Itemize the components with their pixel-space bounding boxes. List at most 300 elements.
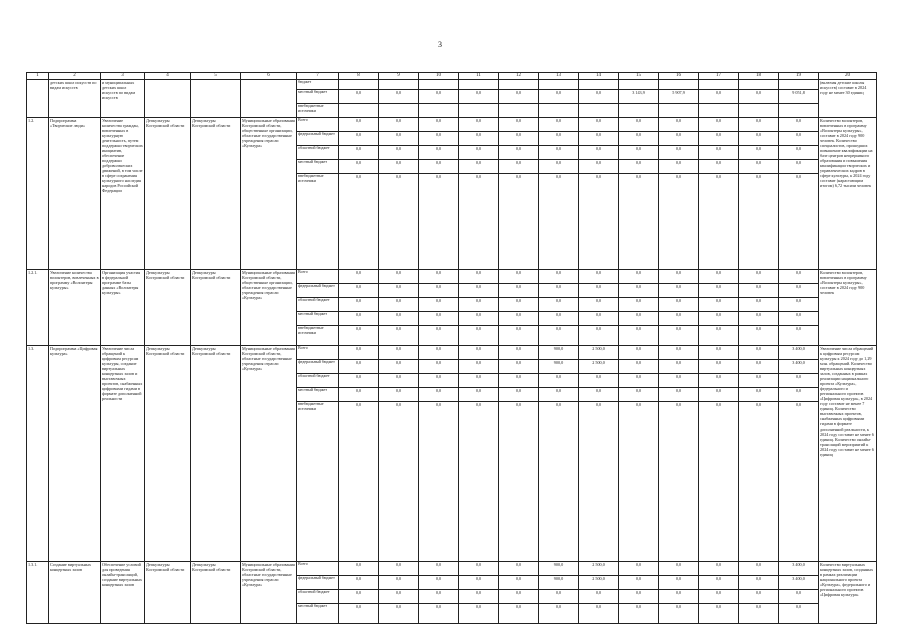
amount-cell: 0,0: [579, 374, 619, 388]
amount-cell: 0,0: [379, 388, 419, 402]
amount-cell: 0,0: [339, 312, 379, 326]
amount-cell: 0,0: [419, 374, 459, 388]
amount-cell: 0,0: [539, 118, 579, 132]
amount-cell: [499, 104, 539, 118]
amount-cell: 0,0: [339, 174, 379, 270]
amount-cell: 0,0: [579, 174, 619, 270]
amount-cell: 0,0: [499, 270, 539, 284]
amount-cell: 0,0: [419, 326, 459, 346]
amount-cell: 0,0: [699, 374, 739, 388]
amount-cell: 0,0: [339, 360, 379, 374]
amount-cell: 0,0: [779, 118, 819, 132]
funding-source: Всего: [297, 118, 339, 132]
amount-cell: 900,0: [539, 360, 579, 374]
amount-cell: 0,0: [459, 284, 499, 298]
amount-cell: 0,0: [619, 360, 659, 374]
funding-source: внебюджетные источники: [297, 174, 339, 270]
amount-cell: 0,0: [459, 312, 499, 326]
funding-source: областной бюджет: [297, 590, 339, 604]
funding-source: областной бюджет: [297, 146, 339, 160]
amount-cell: 0,0: [499, 326, 539, 346]
amount-cell: 0,0: [659, 562, 699, 576]
amount-cell: 0,0: [619, 562, 659, 576]
amount-cell: 0,0: [699, 118, 739, 132]
row-name: Подпрограмма «Цифровая культура»: [49, 346, 101, 562]
amount-cell: 0,0: [579, 312, 619, 326]
amount-cell: 0,0: [379, 298, 419, 312]
amount-cell: 0,0: [739, 562, 779, 576]
amount-cell: 0,0: [539, 312, 579, 326]
funding-source: внебюджетные источники: [297, 402, 339, 562]
amount-cell: 0,0: [579, 270, 619, 284]
row-recipient: [241, 80, 297, 118]
amount-cell: [539, 104, 579, 118]
amount-cell: 0,0: [779, 132, 819, 146]
row-executor: Депкультуры Костромской области: [145, 118, 191, 270]
amount-cell: 0,0: [499, 590, 539, 604]
column-number: 4: [145, 73, 191, 80]
amount-cell: 0,0: [579, 284, 619, 298]
amount-cell: [779, 104, 819, 118]
amount-cell: 0,0: [779, 590, 819, 604]
amount-cell: 0,0: [459, 388, 499, 402]
amount-cell: 0,0: [419, 174, 459, 270]
amount-cell: 0,0: [619, 576, 659, 590]
amount-cell: 0,0: [659, 590, 699, 604]
amount-cell: 0,0: [339, 118, 379, 132]
amount-cell: 0,0: [619, 312, 659, 326]
amount-cell: 0,0: [699, 312, 739, 326]
row-coexecutor: Депкультуры Костромской области: [191, 562, 241, 624]
amount-cell: [579, 104, 619, 118]
amount-cell: 0,0: [459, 270, 499, 284]
amount-cell: 0,0: [619, 604, 659, 624]
amount-cell: 0,0: [779, 284, 819, 298]
amount-cell: 0,0: [699, 388, 739, 402]
row-name: детских школ искусств по видам искусств: [49, 80, 101, 118]
amount-cell: 0,0: [459, 576, 499, 590]
page-number: 3: [438, 40, 442, 49]
amount-cell: 0,0: [379, 118, 419, 132]
amount-cell: 0,0: [459, 590, 499, 604]
amount-cell: 0,0: [739, 604, 779, 624]
amount-cell: 0,0: [579, 326, 619, 346]
row-code: [27, 80, 49, 118]
row-task: Увеличение числа обращений к цифровым ресурсам культуры, создание виртуальных концертных залов и выставочных проектов, снабженных цифровыми гидами в формате дополненной реальности: [101, 346, 145, 562]
amount-cell: 0,0: [699, 160, 739, 174]
amount-cell: 0,0: [659, 576, 699, 590]
row-executor: Депкультуры Костромской области: [145, 270, 191, 346]
program-table: [26, 72, 877, 624]
table-row: [27, 270, 877, 284]
amount-cell: [619, 80, 659, 90]
amount-cell: 2 500,0: [579, 576, 619, 590]
amount-cell: 0,0: [779, 604, 819, 624]
amount-cell: 0,0: [339, 326, 379, 346]
row-coexecutor: [191, 80, 241, 118]
column-number: 11: [459, 73, 499, 80]
amount-cell: 0,0: [499, 346, 539, 360]
amount-cell: 0,0: [539, 284, 579, 298]
row-name: Подпрограмма «Творческие люди»: [49, 118, 101, 270]
amount-cell: 0,0: [339, 160, 379, 174]
amount-cell: 0,0: [579, 590, 619, 604]
amount-cell: 0,0: [659, 402, 699, 562]
row-task: Обеспечение условий для проведения онлайн-трансляций, создание виртуальных концертных залов: [101, 562, 145, 624]
row-result: Увеличение числа обращений к цифровым ресурсам культуры к 2024 году до 1,29 млн. обращений. Количество виртуальных концертных залов, созданных в рамках реализации национального проекта «Культура», федерального и регионального проектов «Цифровая культура», в 2024 году составит не менее 7 единиц. Количество выставочных проектов, снабженных цифровыми гидами в формате дополненной реальности, к 2024 году составит не менее 6 единиц. Количество онлайн-трансляций мероприятий к 2024 году составит не менее 6 единиц: [819, 346, 877, 562]
amount-cell: 3 400,0: [779, 346, 819, 360]
amount-cell: [539, 80, 579, 90]
amount-cell: 0,0: [739, 270, 779, 284]
amount-cell: 0,0: [499, 174, 539, 270]
amount-cell: 0,0: [499, 374, 539, 388]
amount-cell: 0,0: [539, 402, 579, 562]
amount-cell: 0,0: [339, 604, 379, 624]
amount-cell: 0,0: [739, 326, 779, 346]
amount-cell: 0,0: [659, 284, 699, 298]
column-number: 15: [619, 73, 659, 80]
amount-cell: 0,0: [379, 604, 419, 624]
amount-cell: 0,0: [659, 604, 699, 624]
amount-cell: 0,0: [459, 374, 499, 388]
amount-cell: 0,0: [379, 160, 419, 174]
amount-cell: 900,0: [539, 576, 579, 590]
amount-cell: 0,0: [539, 374, 579, 388]
amount-cell: 0,0: [699, 270, 739, 284]
row-task: Организация участия в федеральной программе базы данных «Волонтеры культуры»: [101, 270, 145, 346]
row-code: 1.2.1.: [27, 270, 49, 346]
amount-cell: 0,0: [339, 576, 379, 590]
column-number: 13: [539, 73, 579, 80]
amount-cell: 0,0: [739, 174, 779, 270]
amount-cell: 900,0: [539, 346, 579, 360]
amount-cell: 0,0: [539, 298, 579, 312]
column-number: 8: [339, 73, 379, 80]
row-task: Увеличение количества граждан, вовлеченных в культурную деятельность, путем поддержки творческих инициатив, обеспечение поддержки добровольческих движений, в том числе в сфере сохранения культурного наследия народов Российской Федерации: [101, 118, 145, 270]
column-number: 17: [699, 73, 739, 80]
amount-cell: 0,0: [699, 284, 739, 298]
funding-source: внебюджетные источники: [297, 104, 339, 118]
row-result: Количество виртуальных концертных залов, созданных в рамках реализации национального проекта «Культура», федерального и регионального проектов «Цифровая культура»: [819, 562, 877, 624]
amount-cell: 0,0: [379, 132, 419, 146]
amount-cell: 0,0: [379, 360, 419, 374]
funding-source: местный бюджет: [297, 388, 339, 402]
amount-cell: 0,0: [739, 346, 779, 360]
amount-cell: 0,0: [539, 90, 579, 104]
amount-cell: 0,0: [699, 360, 739, 374]
amount-cell: [339, 80, 379, 90]
amount-cell: [499, 80, 539, 90]
amount-cell: 0,0: [459, 174, 499, 270]
amount-cell: 0,0: [459, 346, 499, 360]
amount-cell: 0,0: [739, 360, 779, 374]
amount-cell: [779, 80, 819, 90]
amount-cell: 0,0: [379, 284, 419, 298]
amount-cell: 0,0: [419, 118, 459, 132]
amount-cell: 2 500,0: [579, 562, 619, 576]
amount-cell: 0,0: [419, 576, 459, 590]
amount-cell: 0,0: [619, 590, 659, 604]
amount-cell: 0,0: [419, 388, 459, 402]
amount-cell: 0,0: [699, 590, 739, 604]
amount-cell: 0,0: [499, 576, 539, 590]
amount-cell: 0,0: [539, 146, 579, 160]
row-result: Количество волонтеров, вовлеченных в программу «Волонтеры культуры», составит в 2024 году 900 человек: [819, 270, 877, 346]
amount-cell: 0,0: [699, 298, 739, 312]
amount-cell: 0,0: [499, 90, 539, 104]
amount-cell: [699, 80, 739, 90]
amount-cell: 0,0: [659, 132, 699, 146]
amount-cell: 0,0: [379, 146, 419, 160]
amount-cell: 0,0: [699, 90, 739, 104]
amount-cell: 0,0: [619, 298, 659, 312]
column-number: 2: [49, 73, 101, 80]
amount-cell: 0,0: [339, 590, 379, 604]
row-result: (включая детские школы искусств) составит в 2024 году не менее 30 единиц: [819, 80, 877, 118]
amount-cell: 9 051,8: [779, 90, 819, 104]
amount-cell: [339, 104, 379, 118]
amount-cell: 0,0: [539, 132, 579, 146]
amount-cell: 0,0: [619, 146, 659, 160]
amount-cell: 0,0: [499, 284, 539, 298]
amount-cell: 0,0: [339, 90, 379, 104]
amount-cell: 2 500,0: [579, 360, 619, 374]
amount-cell: 0,0: [579, 132, 619, 146]
column-number: 9: [379, 73, 419, 80]
amount-cell: 0,0: [379, 326, 419, 346]
amount-cell: 0,0: [499, 118, 539, 132]
amount-cell: 0,0: [779, 160, 819, 174]
table-row: [27, 80, 877, 90]
funding-source: областной бюджет: [297, 374, 339, 388]
amount-cell: 0,0: [659, 118, 699, 132]
amount-cell: 0,0: [579, 160, 619, 174]
amount-cell: 0,0: [659, 374, 699, 388]
amount-cell: 0,0: [339, 270, 379, 284]
amount-cell: 0,0: [499, 160, 539, 174]
amount-cell: 0,0: [339, 146, 379, 160]
amount-cell: 0,0: [779, 146, 819, 160]
amount-cell: 0,0: [459, 90, 499, 104]
amount-cell: 0,0: [659, 326, 699, 346]
amount-cell: 0,0: [659, 388, 699, 402]
amount-cell: [419, 104, 459, 118]
row-recipient: Муниципальные образования Костромской области, общественные организации, областные государственные учреждения отрасли «Культура»: [241, 270, 297, 346]
amount-cell: 0,0: [379, 576, 419, 590]
amount-cell: 0,0: [419, 146, 459, 160]
funding-source: Всего: [297, 562, 339, 576]
amount-cell: 0,0: [419, 160, 459, 174]
row-name: Создание виртуальных концертных залов: [49, 562, 101, 624]
amount-cell: 3 400,0: [779, 360, 819, 374]
row-executor: Депкультуры Костромской области: [145, 346, 191, 562]
amount-cell: [459, 80, 499, 90]
amount-cell: 0,0: [739, 298, 779, 312]
amount-cell: 0,0: [419, 346, 459, 360]
amount-cell: 0,0: [339, 562, 379, 576]
amount-cell: 0,0: [579, 388, 619, 402]
amount-cell: 0,0: [379, 590, 419, 604]
amount-cell: 0,0: [539, 174, 579, 270]
amount-cell: 0,0: [419, 132, 459, 146]
amount-cell: [619, 104, 659, 118]
amount-cell: 0,0: [419, 270, 459, 284]
amount-cell: 0,0: [659, 346, 699, 360]
column-number: 20: [819, 73, 877, 80]
amount-cell: 0,0: [739, 284, 779, 298]
row-code: 1.3.: [27, 346, 49, 562]
funding-source: областной бюджет: [297, 298, 339, 312]
amount-cell: 0,0: [419, 604, 459, 624]
amount-cell: [739, 80, 779, 90]
amount-cell: 0,0: [379, 346, 419, 360]
amount-cell: 0,0: [699, 346, 739, 360]
amount-cell: 0,0: [659, 360, 699, 374]
amount-cell: 0,0: [659, 270, 699, 284]
amount-cell: 0,0: [739, 132, 779, 146]
amount-cell: 0,0: [539, 388, 579, 402]
amount-cell: 0,0: [339, 298, 379, 312]
amount-cell: 0,0: [539, 326, 579, 346]
amount-cell: [579, 80, 619, 90]
column-number: 16: [659, 73, 699, 80]
amount-cell: 0,0: [739, 402, 779, 562]
amount-cell: 0,0: [579, 118, 619, 132]
amount-cell: 0,0: [579, 402, 619, 562]
amount-cell: [739, 104, 779, 118]
amount-cell: 0,0: [779, 402, 819, 562]
amount-cell: 0,0: [499, 146, 539, 160]
amount-cell: 0,0: [619, 174, 659, 270]
amount-cell: 0,0: [619, 132, 659, 146]
table-row: [27, 562, 877, 576]
table-row: [27, 118, 877, 132]
amount-cell: 0,0: [699, 576, 739, 590]
amount-cell: 0,0: [499, 312, 539, 326]
amount-cell: 0,0: [459, 132, 499, 146]
amount-cell: 0,0: [779, 374, 819, 388]
amount-cell: 0,0: [779, 298, 819, 312]
amount-cell: 0,0: [499, 562, 539, 576]
amount-cell: 0,0: [779, 312, 819, 326]
column-number: 18: [739, 73, 779, 80]
funding-source: федеральный бюджет: [297, 284, 339, 298]
header-row: [27, 73, 877, 80]
amount-cell: 0,0: [459, 326, 499, 346]
amount-cell: 0,0: [419, 402, 459, 562]
amount-cell: 0,0: [459, 146, 499, 160]
amount-cell: 0,0: [739, 90, 779, 104]
row-executor: [145, 80, 191, 118]
amount-cell: 0,0: [379, 374, 419, 388]
amount-cell: 0,0: [499, 388, 539, 402]
row-code: 1.2.: [27, 118, 49, 270]
column-number: 1: [27, 73, 49, 80]
amount-cell: 0,0: [419, 312, 459, 326]
column-number: 14: [579, 73, 619, 80]
funding-source: федеральный бюджет: [297, 132, 339, 146]
amount-cell: 0,0: [379, 562, 419, 576]
amount-cell: 0,0: [739, 590, 779, 604]
amount-cell: 0,0: [659, 146, 699, 160]
amount-cell: 0,0: [379, 90, 419, 104]
amount-cell: 0,0: [499, 132, 539, 146]
row-code: 1.3.1.: [27, 562, 49, 624]
amount-cell: 0,0: [459, 402, 499, 562]
amount-cell: 0,0: [699, 174, 739, 270]
amount-cell: 0,0: [499, 360, 539, 374]
amount-cell: 0,0: [419, 590, 459, 604]
amount-cell: 0,0: [659, 174, 699, 270]
amount-cell: 0,0: [619, 270, 659, 284]
amount-cell: 0,0: [499, 402, 539, 562]
amount-cell: 3 143,9: [619, 90, 659, 104]
funding-source: местный бюджет: [297, 160, 339, 174]
row-coexecutor: Депкультуры Костромской области: [191, 270, 241, 346]
amount-cell: 0,0: [619, 326, 659, 346]
amount-cell: [459, 104, 499, 118]
amount-cell: 0,0: [459, 298, 499, 312]
funding-source: местный бюджет: [297, 90, 339, 104]
funding-source: федеральный бюджет: [297, 360, 339, 374]
amount-cell: 0,0: [419, 298, 459, 312]
amount-cell: 0,0: [699, 402, 739, 562]
amount-cell: 0,0: [739, 576, 779, 590]
amount-cell: 0,0: [619, 374, 659, 388]
amount-cell: 0,0: [459, 160, 499, 174]
amount-cell: 0,0: [459, 118, 499, 132]
amount-cell: 0,0: [539, 160, 579, 174]
amount-cell: 0,0: [379, 270, 419, 284]
amount-cell: 0,0: [539, 270, 579, 284]
amount-cell: 0,0: [659, 298, 699, 312]
amount-cell: 0,0: [539, 604, 579, 624]
amount-cell: 0,0: [379, 312, 419, 326]
amount-cell: [699, 104, 739, 118]
amount-cell: 0,0: [619, 284, 659, 298]
amount-cell: 0,0: [659, 160, 699, 174]
amount-cell: 0,0: [379, 402, 419, 562]
funding-source: Всего: [297, 346, 339, 360]
amount-cell: 0,0: [699, 132, 739, 146]
amount-cell: [379, 80, 419, 90]
amount-cell: 0,0: [579, 604, 619, 624]
amount-cell: 0,0: [739, 160, 779, 174]
amount-cell: 0,0: [779, 326, 819, 346]
row-coexecutor: Депкультуры Костромской области: [191, 346, 241, 562]
amount-cell: 5 907,9: [659, 90, 699, 104]
row-recipient: Муниципальные образования Костромской области, общественные организации, областные государственные учреждения отрасли «Культура»: [241, 118, 297, 270]
amount-cell: 2 500,0: [579, 346, 619, 360]
row-task: и муниципальных детских школ искусств по видам искусств: [101, 80, 145, 118]
amount-cell: 0,0: [499, 604, 539, 624]
amount-cell: 0,0: [739, 374, 779, 388]
amount-cell: 0,0: [539, 590, 579, 604]
column-number: 6: [241, 73, 297, 80]
amount-cell: 0,0: [579, 90, 619, 104]
amount-cell: 900,0: [539, 562, 579, 576]
amount-cell: 0,0: [619, 160, 659, 174]
amount-cell: 0,0: [419, 562, 459, 576]
amount-cell: 0,0: [739, 118, 779, 132]
amount-cell: 0,0: [699, 562, 739, 576]
amount-cell: 0,0: [699, 146, 739, 160]
row-executor: Депкультуры Костромской области: [145, 562, 191, 624]
amount-cell: 3 400,0: [779, 576, 819, 590]
amount-cell: 0,0: [699, 604, 739, 624]
funding-source: Всего: [297, 270, 339, 284]
column-number: 7: [297, 73, 339, 80]
